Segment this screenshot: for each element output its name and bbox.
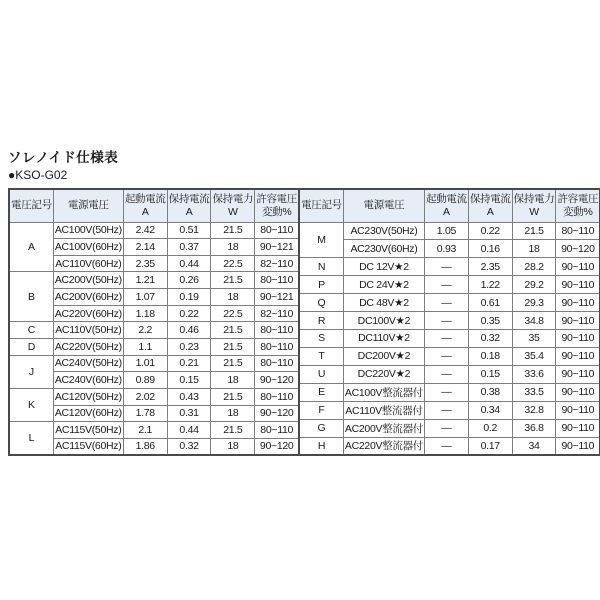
header-row (9, 189, 299, 222)
table-row (9, 372, 299, 389)
column-header: 保持電流 A (468, 189, 512, 222)
value-cell: 18 (211, 239, 255, 256)
value-cell: 0.32 (468, 330, 512, 348)
voltage-code-cell: K (9, 388, 53, 421)
supply-voltage-cell: AC220V(60Hz) (53, 305, 123, 322)
column-header: 許容電圧 変動% (556, 189, 600, 222)
value-cell: 18 (512, 240, 556, 258)
value-cell: 90~121 (255, 239, 299, 256)
column-header: 起動電流 A (425, 189, 469, 222)
voltage-code-cell: P (299, 276, 343, 294)
value-cell: 0.18 (468, 347, 512, 365)
value-cell: 21.5 (211, 272, 255, 289)
content-area (8, 146, 599, 456)
value-cell: 0.38 (468, 383, 512, 401)
supply-voltage-cell: DC200V★2 (343, 347, 424, 365)
supply-voltage-cell: AC230V(50Hz) (343, 222, 424, 240)
supply-voltage-cell: AC240V(50Hz) (53, 355, 123, 372)
table-row (9, 289, 299, 306)
table-row (299, 347, 600, 365)
supply-voltage-cell: DC 24V★2 (343, 276, 424, 294)
page-title: ソレノイド仕様表 (8, 150, 119, 165)
voltage-code-cell: L (9, 422, 53, 455)
value-cell: 90~110 (556, 401, 600, 419)
value-cell: — (425, 258, 469, 276)
value-cell: 90~110 (556, 347, 600, 365)
value-cell: 22.5 (211, 305, 255, 322)
value-cell: 21.5 (211, 222, 255, 239)
value-cell: 0.44 (167, 422, 211, 439)
value-cell: 0.22 (468, 222, 512, 240)
supply-voltage-cell: AC200V整流器付 (343, 419, 424, 437)
voltage-code-cell: D (9, 338, 53, 355)
column-header: 保持電流 A (167, 189, 211, 222)
value-cell: 90~110 (556, 365, 600, 383)
table-row (9, 438, 299, 455)
value-cell: 33.6 (512, 365, 556, 383)
table-row (9, 355, 299, 372)
column-header: 電圧記号 (9, 189, 53, 222)
voltage-code-cell: B (9, 272, 53, 322)
column-header: 電源電圧 (343, 189, 424, 222)
table-row (299, 401, 600, 419)
value-cell: 21.5 (512, 222, 556, 240)
table-row (299, 276, 600, 294)
supply-voltage-cell: AC120V(50Hz) (53, 388, 123, 405)
value-cell: 0.21 (167, 355, 211, 372)
value-cell: 18 (211, 372, 255, 389)
voltage-code-cell: S (299, 330, 343, 348)
value-cell: 1.18 (123, 305, 167, 322)
value-cell: 0.44 (167, 255, 211, 272)
supply-voltage-cell: DC 48V★2 (343, 294, 424, 312)
supply-voltage-cell: AC220V(50Hz) (53, 338, 123, 355)
voltage-code-cell: E (299, 383, 343, 401)
solenoid-spec-tables (8, 188, 599, 456)
value-cell: 80~110 (255, 338, 299, 355)
table-row (9, 222, 299, 239)
value-cell: 80~110 (255, 355, 299, 372)
voltage-code-cell: M (299, 222, 343, 258)
value-cell: 90~110 (556, 383, 600, 401)
value-cell: — (425, 419, 469, 437)
voltage-code-cell: J (9, 355, 53, 388)
column-header: 電源電圧 (53, 189, 123, 222)
value-cell: 1.22 (468, 276, 512, 294)
value-cell: 90~120 (255, 372, 299, 389)
table-row (299, 312, 600, 330)
voltage-code-cell: N (299, 258, 343, 276)
value-cell: 0.61 (468, 294, 512, 312)
value-cell: 28.2 (512, 258, 556, 276)
value-cell: 90~110 (556, 437, 600, 455)
spec-table-left (8, 188, 300, 456)
supply-voltage-cell: AC230V(60Hz) (343, 240, 424, 258)
voltage-code-cell: A (9, 222, 53, 272)
value-cell: 0.23 (167, 338, 211, 355)
value-cell: 0.15 (167, 372, 211, 389)
value-cell: 90~120 (255, 405, 299, 422)
supply-voltage-cell: AC220V整流器付 (343, 437, 424, 455)
value-cell: 0.37 (167, 239, 211, 256)
value-cell: 0.93 (425, 240, 469, 258)
value-cell: — (425, 312, 469, 330)
supply-voltage-cell: AC240V(60Hz) (53, 372, 123, 389)
table-row (9, 405, 299, 422)
value-cell: 34.8 (512, 312, 556, 330)
voltage-code-cell: U (299, 365, 343, 383)
value-cell: 2.35 (468, 258, 512, 276)
value-cell: 2.2 (123, 322, 167, 339)
value-cell: 0.34 (468, 401, 512, 419)
value-cell: 0.89 (123, 372, 167, 389)
value-cell: 90~110 (556, 258, 600, 276)
value-cell: 0.31 (167, 405, 211, 422)
value-cell: 1.21 (123, 272, 167, 289)
supply-voltage-cell: AC100V(60Hz) (53, 239, 123, 256)
value-cell: 90~120 (255, 438, 299, 455)
value-cell: 18 (211, 438, 255, 455)
value-cell: 2.02 (123, 388, 167, 405)
column-header: 起動電流 A (123, 189, 167, 222)
value-cell: 33.5 (512, 383, 556, 401)
table-row (9, 272, 299, 289)
value-cell: 0.2 (468, 419, 512, 437)
supply-voltage-cell: DC100V★2 (343, 312, 424, 330)
value-cell: 80~110 (255, 388, 299, 405)
value-cell: 0.19 (167, 289, 211, 306)
voltage-code-cell: G (299, 419, 343, 437)
table-row (299, 437, 600, 455)
table-row (299, 258, 600, 276)
column-header: 電圧記号 (299, 189, 343, 222)
value-cell: — (425, 347, 469, 365)
value-cell: 0.22 (167, 305, 211, 322)
table-row (299, 294, 600, 312)
voltage-code-cell: H (299, 437, 343, 455)
value-cell: 82~110 (255, 255, 299, 272)
value-cell: 18 (211, 405, 255, 422)
supply-voltage-cell: AC110V(50Hz) (53, 322, 123, 339)
value-cell: 29.3 (512, 294, 556, 312)
supply-voltage-cell: AC100V(50Hz) (53, 222, 123, 239)
value-cell: 80~110 (255, 322, 299, 339)
value-cell: 21.5 (211, 422, 255, 439)
table-row (299, 383, 600, 401)
value-cell: 90~110 (556, 276, 600, 294)
table-row (9, 338, 299, 355)
value-cell: 18 (211, 289, 255, 306)
value-cell: 2.42 (123, 222, 167, 239)
spec-table-right (298, 188, 600, 456)
supply-voltage-cell: AC110V整流器付 (343, 401, 424, 419)
value-cell: 80~110 (255, 422, 299, 439)
supply-voltage-cell: AC115V(50Hz) (53, 422, 123, 439)
value-cell: 80~110 (556, 222, 600, 240)
value-cell: 29.2 (512, 276, 556, 294)
value-cell: 0.16 (468, 240, 512, 258)
value-cell: — (425, 383, 469, 401)
value-cell: 21.5 (211, 388, 255, 405)
value-cell: 2.35 (123, 255, 167, 272)
value-cell: 82~110 (255, 305, 299, 322)
value-cell: — (425, 401, 469, 419)
value-cell: 1.05 (425, 222, 469, 240)
value-cell: 90~110 (556, 294, 600, 312)
voltage-code-cell: T (299, 347, 343, 365)
value-cell: 32.8 (512, 401, 556, 419)
value-cell: 1.1 (123, 338, 167, 355)
supply-voltage-cell: DC110V★2 (343, 330, 424, 348)
value-cell: — (425, 330, 469, 348)
value-cell: 2.14 (123, 239, 167, 256)
value-cell: — (425, 294, 469, 312)
supply-voltage-cell: AC120V(60Hz) (53, 405, 123, 422)
column-header: 保持電力 W (211, 189, 255, 222)
value-cell: 36.8 (512, 419, 556, 437)
supply-voltage-cell: AC200V(60Hz) (53, 289, 123, 306)
value-cell: 35.4 (512, 347, 556, 365)
table-row (9, 255, 299, 272)
supply-voltage-cell: DC 12V★2 (343, 258, 424, 276)
value-cell: 90~110 (556, 330, 600, 348)
table-row (299, 365, 600, 383)
value-cell: — (425, 365, 469, 383)
header-row (299, 189, 600, 222)
table-row (299, 419, 600, 437)
table-row (9, 239, 299, 256)
supply-voltage-cell: AC110V(60Hz) (53, 255, 123, 272)
voltage-code-cell: R (299, 312, 343, 330)
value-cell: 0.43 (167, 388, 211, 405)
value-cell: 90~110 (556, 419, 600, 437)
column-header: 保持電力 W (512, 189, 556, 222)
value-cell: 21.5 (211, 322, 255, 339)
value-cell: 0.51 (167, 222, 211, 239)
table-row (299, 330, 600, 348)
value-cell: 21.5 (211, 355, 255, 372)
value-cell: 35 (512, 330, 556, 348)
voltage-code-cell: Q (299, 294, 343, 312)
value-cell: 90~121 (255, 289, 299, 306)
table-row (9, 388, 299, 405)
value-cell: 0.15 (468, 365, 512, 383)
value-cell: 0.46 (167, 322, 211, 339)
supply-voltage-cell: AC115V(60Hz) (53, 438, 123, 455)
value-cell: 90~110 (556, 312, 600, 330)
value-cell: 0.35 (468, 312, 512, 330)
value-cell: 22.5 (211, 255, 255, 272)
value-cell: 80~110 (255, 272, 299, 289)
column-header: 許容電圧 変動% (255, 189, 299, 222)
supply-voltage-cell: DC220V★2 (343, 365, 424, 383)
value-cell: 21.5 (211, 338, 255, 355)
supply-voltage-cell: AC200V(50Hz) (53, 272, 123, 289)
value-cell: 34 (512, 437, 556, 455)
model-label: ●KSO-G02 (8, 168, 68, 182)
value-cell: 80~110 (255, 222, 299, 239)
table-row (9, 422, 299, 439)
table-row (9, 305, 299, 322)
value-cell: 0.17 (468, 437, 512, 455)
value-cell: 2.1 (123, 422, 167, 439)
value-cell: 0.32 (167, 438, 211, 455)
value-cell: 1.07 (123, 289, 167, 306)
value-cell: 1.78 (123, 405, 167, 422)
voltage-code-cell: F (299, 401, 343, 419)
value-cell: 1.86 (123, 438, 167, 455)
value-cell: 0.26 (167, 272, 211, 289)
value-cell: 1.01 (123, 355, 167, 372)
voltage-code-cell: C (9, 322, 53, 339)
value-cell: — (425, 276, 469, 294)
supply-voltage-cell: AC100V整流器付 (343, 383, 424, 401)
table-row (299, 222, 600, 240)
table-row (299, 240, 600, 258)
value-cell: — (425, 437, 469, 455)
table-row (9, 322, 299, 339)
value-cell: 90~120 (556, 240, 600, 258)
